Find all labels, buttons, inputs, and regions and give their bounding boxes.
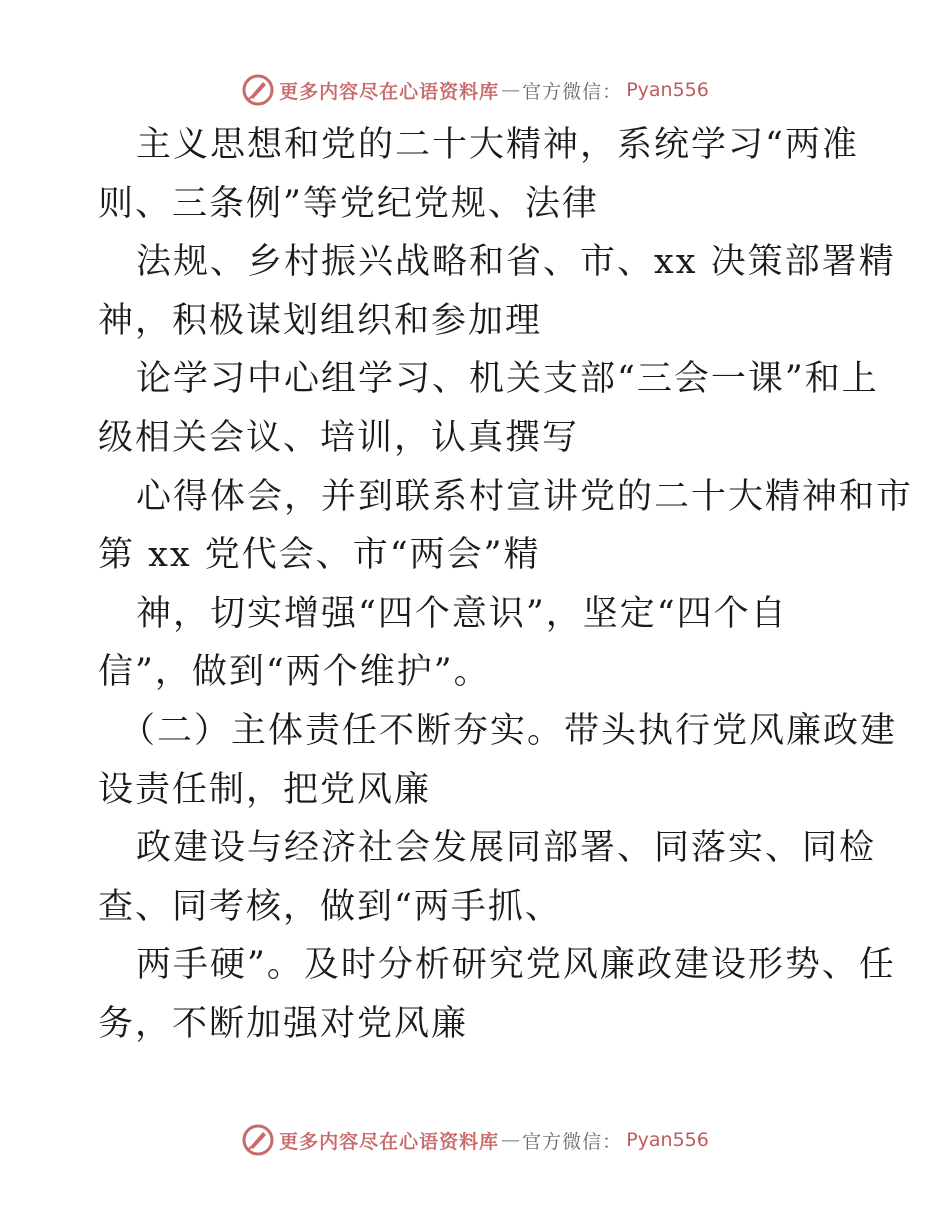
body-line: 务，不断加强对党风廉 (98, 1003, 469, 1044)
quill-logo-icon (241, 1123, 275, 1157)
header-brand: 更多内容尽在心语资料库 (279, 80, 500, 103)
body-line: 信”，做到“两个维护”。 (98, 652, 491, 693)
header-wechat-id: Pyan556 (626, 79, 709, 101)
body-line: 心得体会，并到联系村宣讲党的二十大精神和市 (136, 476, 914, 517)
body-line: 神，切实增强“四个意识”，坚定“四个自 (136, 593, 788, 634)
body-line: 法规、乡村振兴战略和省、市、xx 决策部署精 (136, 242, 896, 283)
document-body (98, 116, 914, 1054)
body-line: 论学习中心组学习、机关支部“三会一课”和上 (136, 359, 879, 400)
header-separator: — (501, 79, 521, 101)
body-line: 第 xx 党代会、市“两会”精 (98, 535, 541, 576)
header-wechat-label: 官方微信： (522, 80, 623, 103)
header-watermark (0, 70, 950, 110)
body-line: 两手硬”。及时分析研究党风廉政建设形势、任 (136, 945, 896, 986)
quill-logo-icon (241, 73, 275, 107)
footer-brand: 更多内容尽在心语资料库 (279, 1130, 500, 1153)
footer-watermark (0, 1120, 950, 1160)
body-line: 级相关会议、培训，认真撰写 (98, 417, 580, 458)
body-line: 主义思想和党的二十大精神，系统学习“两准 (136, 125, 859, 165)
body-line: 设责任制，把党风廉 (98, 769, 432, 810)
footer-wechat-label: 官方微信： (522, 1130, 623, 1153)
body-line: 神，积极谋划组织和参加理 (98, 300, 543, 341)
body-line: 则、三条例”等党纪党规、法律 (98, 183, 599, 224)
footer-separator: — (501, 1129, 521, 1151)
body-line: 查、同考核，做到“两手抓、 (98, 886, 562, 927)
body-line: 政建设与经济社会发展同部署、同落实、同检 (136, 828, 877, 869)
section-heading-line: （二）主体责任不断夯实。带头执行党风廉政建 (120, 710, 898, 751)
footer-wechat-id: Pyan556 (626, 1129, 709, 1151)
